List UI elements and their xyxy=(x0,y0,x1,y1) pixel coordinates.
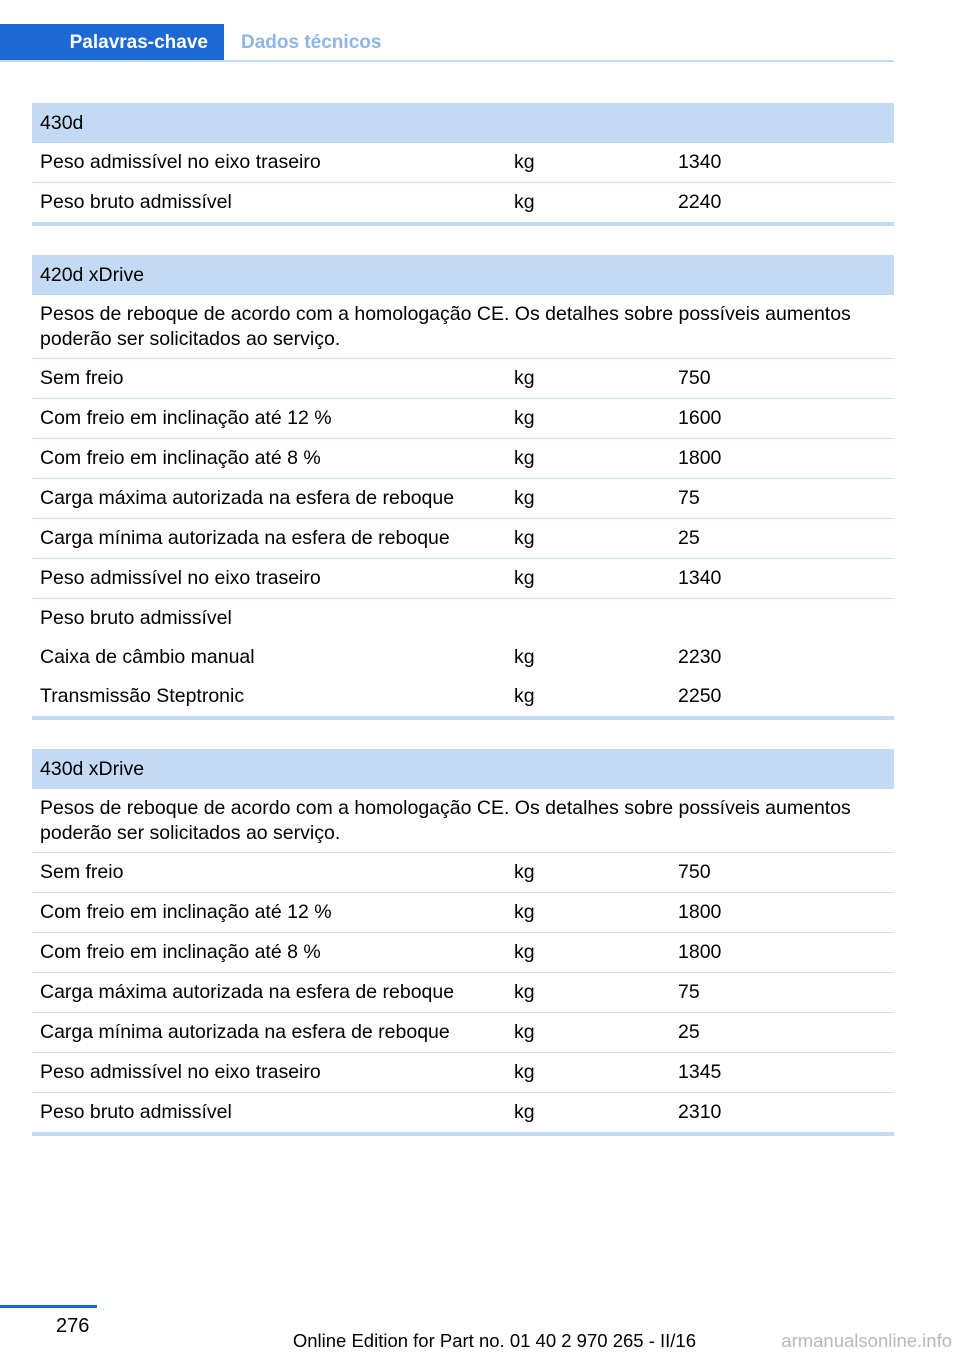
tab-keywords-label: Palavras-chave xyxy=(69,32,208,53)
table-title: 430d xyxy=(40,111,84,134)
table-row xyxy=(32,399,894,439)
table-note: Pesos de reboque de acordo com a homologação CE. Os detalhes sobre possíveis aumentos poderão ser solicitados ao serviço. xyxy=(40,796,851,844)
row-label: Peso bruto admissível xyxy=(40,607,232,629)
row-value: 750 xyxy=(678,367,711,389)
spec-table-420d-xdrive xyxy=(32,255,894,720)
row-unit: kg xyxy=(514,527,535,549)
row-label: Com freio em inclinação até 8 % xyxy=(40,941,321,963)
row-label: Carga mínima autorizada na esfera de reboque xyxy=(40,527,450,549)
row-unit: kg xyxy=(514,941,535,963)
table-row xyxy=(32,439,894,479)
table-title: 430d xDrive xyxy=(40,757,145,780)
table-row xyxy=(32,973,894,1013)
row-label: Carga mínima autorizada na esfera de reboque xyxy=(40,1021,450,1043)
row-label: Com freio em inclinação até 12 % xyxy=(40,901,332,923)
table-note-row xyxy=(32,295,894,359)
row-label: Caixa de câmbio manual xyxy=(40,646,255,668)
table-row xyxy=(32,677,894,716)
row-value: 1800 xyxy=(678,447,722,469)
spec-table-430d-xdrive xyxy=(32,749,894,1136)
row-unit: kg xyxy=(514,487,535,509)
row-unit: kg xyxy=(514,685,535,707)
row-value: 1345 xyxy=(678,1061,722,1083)
tab-keywords[interactable] xyxy=(0,24,224,62)
row-value: 25 xyxy=(678,527,700,549)
table-row xyxy=(32,893,894,933)
row-value: 2250 xyxy=(678,685,722,707)
row-value: 1600 xyxy=(678,407,722,429)
row-label: Peso admissível no eixo traseiro xyxy=(40,567,321,589)
row-value: 25 xyxy=(678,1021,700,1043)
row-value: 2310 xyxy=(678,1101,722,1123)
row-label: Peso admissível no eixo traseiro xyxy=(40,151,321,173)
table-row xyxy=(32,853,894,893)
row-unit: kg xyxy=(514,1021,535,1043)
row-value: 1800 xyxy=(678,941,722,963)
page-header xyxy=(0,24,894,62)
row-label: Sem freio xyxy=(40,861,124,883)
table-row xyxy=(32,1053,894,1093)
table-title-row xyxy=(32,749,894,789)
table-note-row xyxy=(32,789,894,853)
table-row xyxy=(32,183,894,222)
row-value: 1340 xyxy=(678,567,722,589)
table-end-rule xyxy=(32,1132,894,1136)
row-unit: kg xyxy=(514,981,535,1003)
row-unit: kg xyxy=(514,407,535,429)
row-unit: kg xyxy=(514,901,535,923)
row-label: Peso bruto admissível xyxy=(40,191,232,213)
row-value: 1340 xyxy=(678,151,722,173)
row-value: 75 xyxy=(678,487,700,509)
table-title: 420d xDrive xyxy=(40,263,145,286)
row-value: 750 xyxy=(678,861,711,883)
table-end-rule xyxy=(32,222,894,226)
row-unit: kg xyxy=(514,567,535,589)
row-label: Com freio em inclinação até 8 % xyxy=(40,447,321,469)
table-row xyxy=(32,1013,894,1053)
tab-technical-data[interactable] xyxy=(241,24,381,62)
row-unit: kg xyxy=(514,1061,535,1083)
edition-note: Online Edition for Part no. 01 40 2 970 265 - II/16 xyxy=(292,1330,696,1351)
row-label: Peso bruto admissível xyxy=(40,1101,232,1123)
row-label: Transmissão Steptronic xyxy=(40,685,245,707)
row-unit: kg xyxy=(514,191,535,213)
table-row xyxy=(32,599,894,638)
table-row xyxy=(32,479,894,519)
row-value: 2230 xyxy=(678,646,722,668)
table-title-row xyxy=(32,103,894,143)
table-row xyxy=(32,143,894,183)
page-number: 276 xyxy=(56,1315,90,1337)
watermark-text: armanualsonline.info xyxy=(781,1330,952,1351)
table-end-rule xyxy=(32,716,894,720)
table-row xyxy=(32,559,894,599)
header-divider xyxy=(0,60,894,62)
row-unit: kg xyxy=(514,1101,535,1123)
row-unit: kg xyxy=(514,861,535,883)
row-unit: kg xyxy=(514,367,535,389)
table-row xyxy=(32,933,894,973)
row-label: Peso admissível no eixo traseiro xyxy=(40,1061,321,1083)
row-unit: kg xyxy=(514,646,535,668)
table-note: Pesos de reboque de acordo com a homologação CE. Os detalhes sobre possíveis aumentos poderão ser solicitados ao serviço. xyxy=(40,302,851,350)
row-label: Carga máxima autorizada na esfera de reboque xyxy=(40,981,455,1003)
row-value: 2240 xyxy=(678,191,722,213)
row-label: Carga máxima autorizada na esfera de reboque xyxy=(40,487,455,509)
tab-technical-data-label: Dados técnicos xyxy=(241,32,382,53)
row-value: 75 xyxy=(678,981,700,1003)
row-unit: kg xyxy=(514,151,535,173)
spec-table-430d xyxy=(32,103,894,226)
table-title-row xyxy=(32,255,894,295)
table-row xyxy=(32,1093,894,1132)
footer-accent-line xyxy=(0,1305,97,1308)
table-row xyxy=(32,638,894,677)
row-unit: kg xyxy=(514,447,535,469)
table-row xyxy=(32,519,894,559)
row-label: Sem freio xyxy=(40,367,124,389)
row-label: Com freio em inclinação até 12 % xyxy=(40,407,332,429)
spec-tables xyxy=(32,103,894,1165)
table-row xyxy=(32,359,894,399)
row-value: 1800 xyxy=(678,901,722,923)
